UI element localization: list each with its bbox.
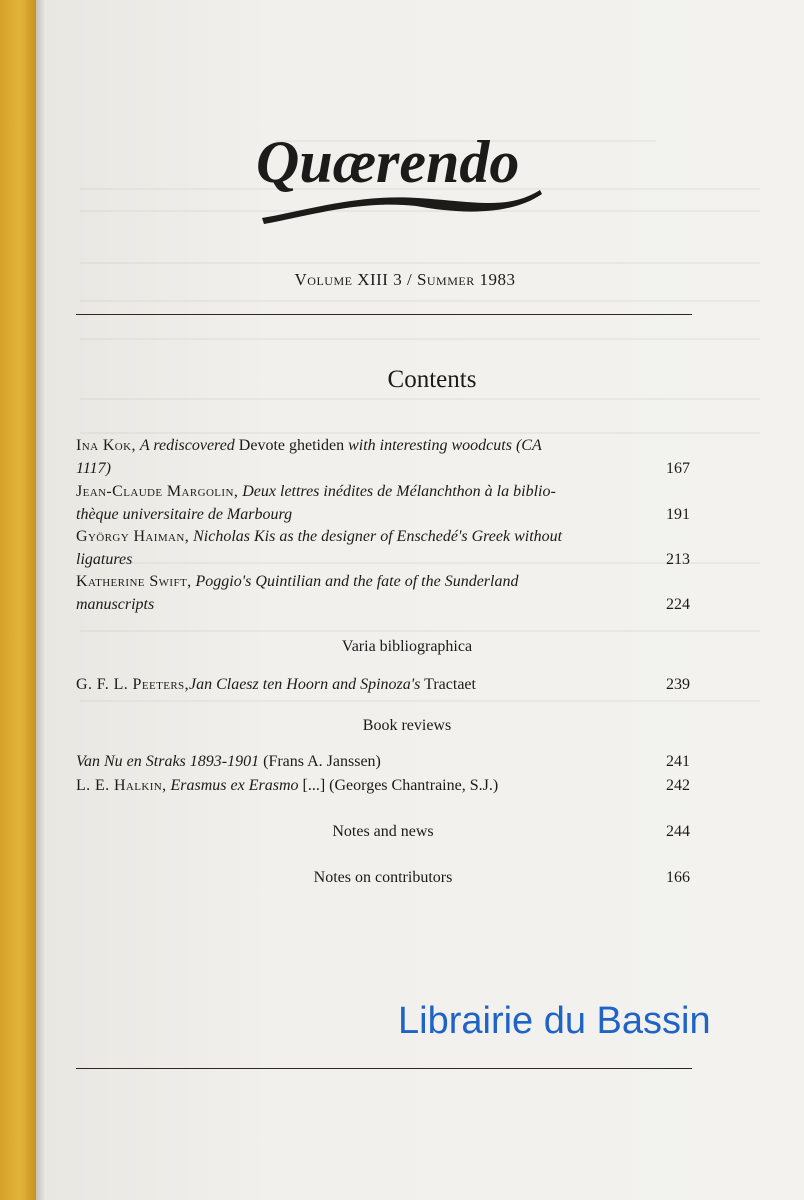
reviews-heading: Book reviews (362, 717, 452, 734)
toc-entry-margolin[interactable] (76, 480, 690, 526)
title-italic: 1117) (76, 460, 111, 477)
title-italic: Deux lettres inédites de Mélanchthon à la biblio- (242, 483, 556, 500)
page-number: 167 (666, 460, 690, 477)
title-italic: Jan Claesz ten Hoorn and Spinoza's (188, 676, 421, 693)
page-number: 166 (666, 869, 690, 886)
reviewer: [...] (Georges Chantraine, S.J.) (302, 777, 499, 794)
bottom-rule (76, 1068, 692, 1069)
contents-heading: Contents (387, 366, 477, 393)
title-italic: Van Nu en Straks 1893-1901 (76, 753, 260, 770)
toc-entry-review-janssen[interactable] (76, 750, 690, 773)
svg-text:Quærendo: Quærendo (256, 129, 520, 195)
author: Jean-Claude Margolin, (76, 483, 239, 500)
title-italic: ligatures (76, 551, 133, 568)
author: Ina Kok, (76, 437, 136, 454)
title-italic: A rediscovered (139, 437, 235, 454)
author: György Haiman, (76, 528, 190, 545)
toc-entry-swift[interactable] (76, 570, 690, 616)
page-number: 191 (666, 506, 690, 523)
toc-entry-review-chantraine[interactable] (76, 774, 690, 797)
author: L. E. Halkin, (76, 777, 167, 794)
quaerendo-wordmark-icon (248, 118, 548, 248)
title-italic: thèque universitaire de Marbourg (76, 506, 293, 523)
varia-heading: Varia bibliographica (341, 638, 473, 655)
toc-entry-contributors[interactable] (76, 866, 690, 889)
contributors-title: Notes on contributors (313, 869, 453, 886)
title-roman: Devote ghetiden (238, 437, 345, 454)
top-rule (76, 314, 692, 315)
yellow-cover-spine (0, 0, 36, 1200)
page-number: 239 (666, 676, 690, 693)
page-number: 213 (666, 551, 690, 568)
page-number: 242 (666, 777, 690, 794)
title-italic: Erasmus ex Erasmo (170, 777, 299, 794)
title-italic: Poggio's Quintilian and the fate of the Sunderland (195, 573, 519, 590)
page-number: 244 (666, 823, 690, 840)
title-italic: with interesting woodcuts (CA (348, 437, 542, 454)
toc-entry-peeters[interactable] (76, 673, 690, 696)
title-italic: manuscripts (76, 596, 155, 613)
spine-shadow (36, 0, 46, 1200)
author: G. F. L. Peeters, (76, 676, 189, 693)
notes-news-title: Notes and news (332, 823, 434, 840)
page-number: 241 (666, 753, 690, 770)
toc-entry-kok[interactable] (76, 434, 690, 480)
title-roman: Tractaet (424, 676, 476, 693)
seller-watermark: Librairie du Bassin (398, 1000, 711, 1042)
author: Katherine Swift, (76, 573, 192, 590)
toc-entry-notes-news[interactable] (76, 820, 690, 843)
issue-line: Volume XIII 3 / Summer 1983 (294, 270, 516, 289)
toc-entry-haiman[interactable] (76, 525, 690, 571)
quaerendo-logo (248, 118, 548, 248)
page-number: 224 (666, 596, 690, 613)
title-italic: Nicholas Kis as the designer of Enschedé's Greek without (193, 528, 563, 545)
reviewer: (Frans A. Janssen) (263, 753, 381, 770)
